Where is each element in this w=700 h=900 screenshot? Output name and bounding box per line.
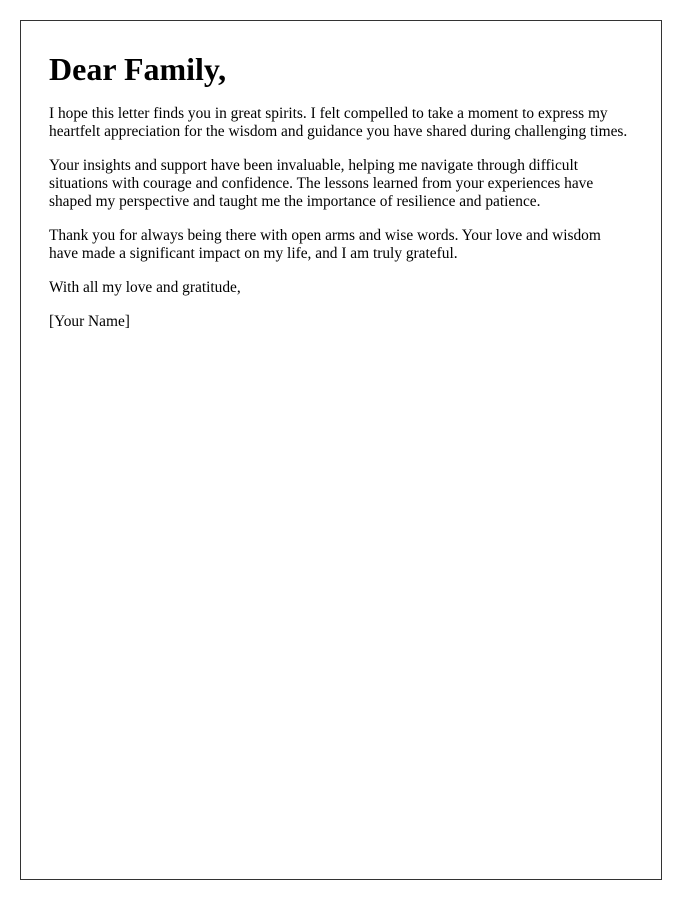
letter-greeting: Dear Family, — [49, 51, 227, 87]
letter-closing: With all my love and gratitude, — [49, 279, 241, 296]
letter-page — [20, 20, 662, 880]
letter-signature: [Your Name] — [49, 313, 130, 330]
letter-paragraph-2: Your insights and support have been invaluable, helping me navigate through difficult situations with courage and confidence. The lessons learned from your experiences have shaped my perspective and taught me the importance of resilience and patience. — [49, 157, 594, 210]
letter-paragraph-1: I hope this letter finds you in great spirits. I felt compelled to take a moment to express my heartfelt appreciation for the wisdom and guidance you have shared during challenging times. — [49, 105, 628, 140]
letter-paragraph-3: Thank you for always being there with open arms and wise words. Your love and wisdom have made a significant impact on my life, and I am truly grateful. — [49, 227, 601, 262]
